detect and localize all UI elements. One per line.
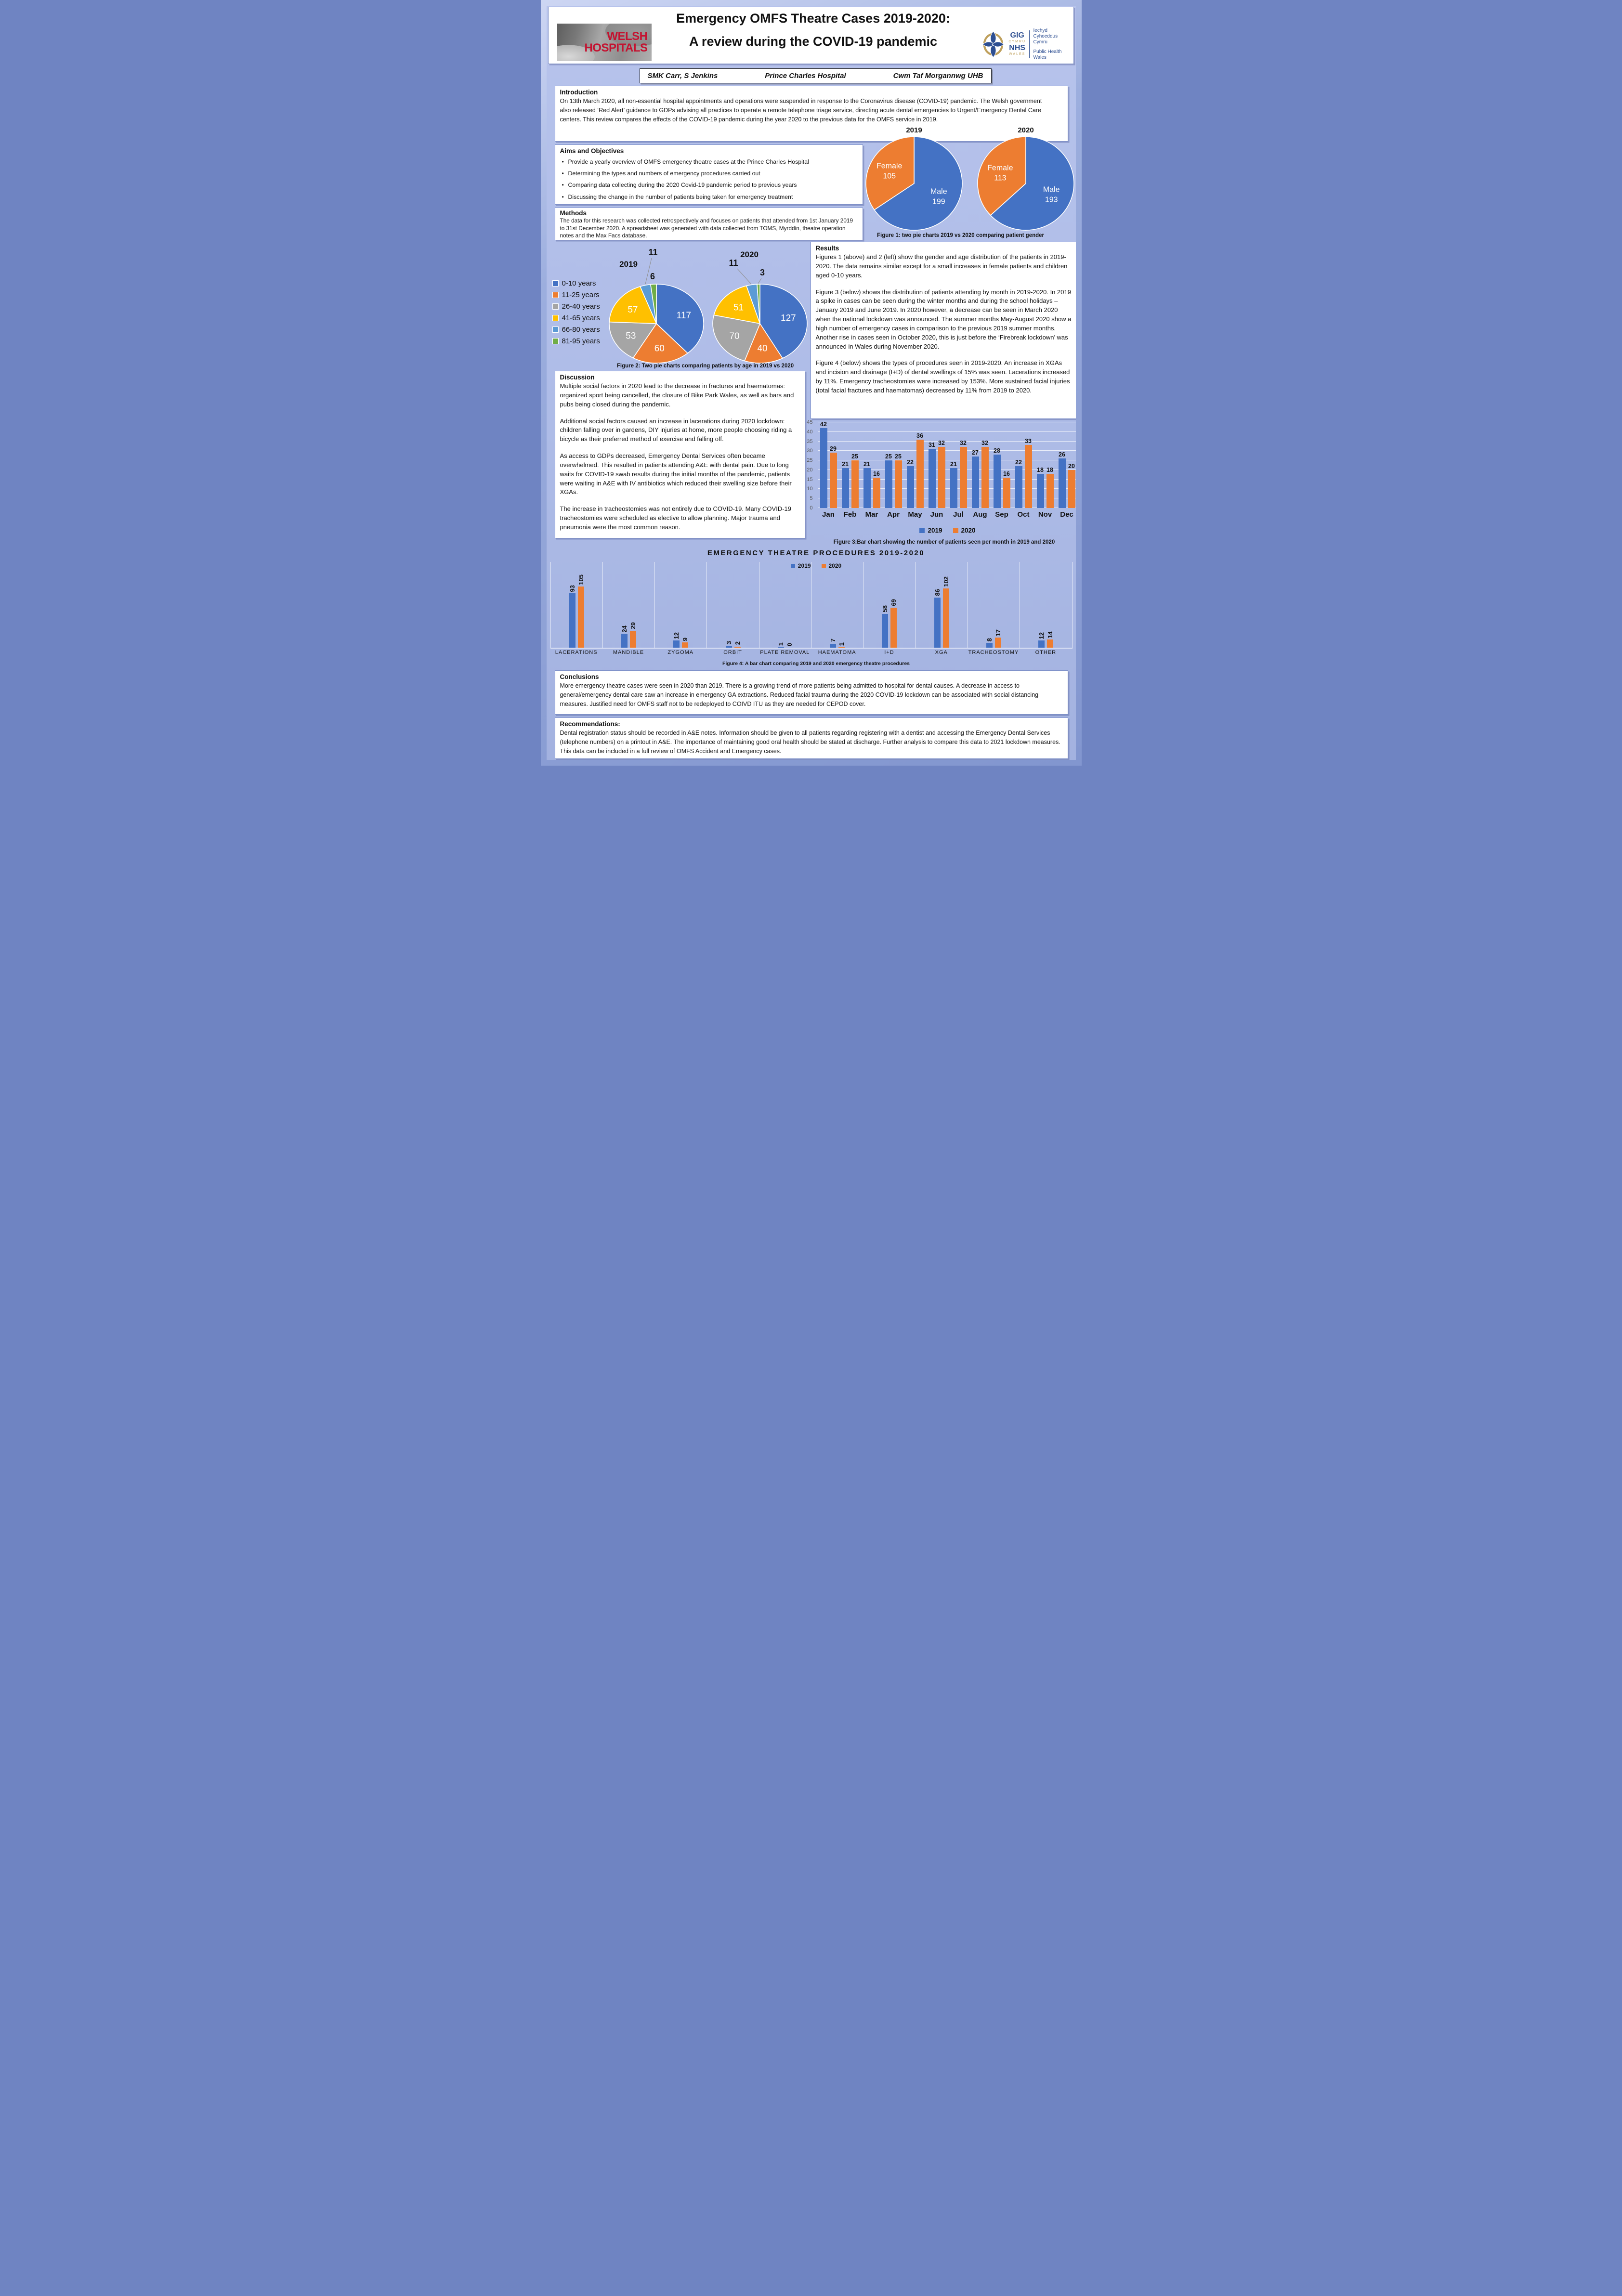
fig3-value-2020-Jul: 32 [960, 440, 967, 447]
aims-bullet-3: • Comparing data collecting during the 2020 Covid-19 pandemic period to previous years [560, 181, 858, 189]
fig3-value-2019-Sep: 28 [994, 447, 1000, 455]
fig3-group-Nov [1034, 422, 1056, 508]
svg-text:60: 60 [654, 343, 665, 354]
svg-text:Female: Female [987, 164, 1013, 172]
author-names: SMK Carr, S Jenkins [647, 72, 718, 80]
fig3-bar-2019-Aug [972, 457, 979, 508]
figure4-legend [576, 562, 1057, 569]
poster-page [541, 0, 1082, 766]
svg-text:3: 3 [759, 268, 765, 277]
fig4-category-ORBIT: ORBIT [723, 650, 742, 655]
nhs-gig: GIG [1010, 31, 1024, 39]
fig3-bar-2019-Jun [929, 449, 936, 508]
introduction-body: On 13th March 2020, all non-essential hospital appointments and operations were suspended in response to the Coronavirus disease (COVID-19) pandemic. The Welsh government also released ‘Red Alert’ guidance to GDPs advising all practices to operate a remote telephone triage service, directing acute dental emergencies to Urgent/Emergency Dental Care centers. This review compares the effects of the COVID-19 pandemic during the year 2020 to the previous data for the OMFS service in 2019. [560, 98, 1042, 123]
fig3-value-2020-May: 36 [916, 432, 923, 439]
legend-label: 81-95 years [562, 337, 600, 345]
discussion-heading: Discussion [560, 374, 595, 381]
fig4-value-2019-MANDIBLE: 24 [620, 625, 628, 632]
fig4-group-TRACHEOSTOMY [968, 562, 1020, 648]
nhs-nhs: NHS [1009, 44, 1026, 52]
fig3-value-2020-Dec: 20 [1068, 462, 1075, 470]
methods-body: The data for this research was collected retrospectively and focuses on patients that attended from 1st January 2019 to 31st December 2020. A spreadsheet was generated with data collected from TOMS, Myrddin, theatre operation notes and the Max Facs database. [560, 217, 853, 239]
fig3-xlabel-Jan: Jan [822, 510, 835, 519]
discussion-paragraph-4: The increase in tracheostomies was not entirely due to COVID-19. Many COVID-19 tracheostomies were scheduled as elective to allow planning. Major trauma and pneumonia were the most common reason. [560, 505, 791, 531]
fig4-category-I+D: I+D [884, 650, 894, 655]
poster [547, 6, 1076, 760]
fig4-bar-2020-XGA [943, 588, 949, 648]
fig4-value-2020-TRACHEOSTOMY: 17 [994, 629, 1002, 637]
nhs-wales: WALES [1009, 52, 1026, 56]
fig3-ytick-35: 35 [807, 438, 813, 444]
aims-bullet-2: • Determining the types and numbers of emergency procedures carried out [560, 170, 858, 178]
fig3-group-Jul [948, 422, 969, 508]
results-section [811, 242, 1076, 419]
fig4-bar-2019-HAEMATOMA [830, 644, 836, 648]
fig3-bar-2019-Sep [994, 455, 1001, 508]
svg-text:105: 105 [882, 172, 896, 181]
fig3-group-May [904, 422, 926, 508]
svg-text:11: 11 [728, 258, 738, 268]
fig3-ytick-20: 20 [807, 467, 813, 473]
fig4-bar-2020-I+D [890, 608, 897, 648]
fig4-value-2019-ORBIT: 3 [725, 641, 733, 645]
fig3-xlabel-Nov: Nov [1038, 510, 1052, 519]
poster-title-line2: A review during the COVID-19 pandemic [689, 34, 938, 49]
legend-label: 0-10 years [562, 279, 596, 287]
legend-swatch [552, 292, 559, 298]
fig3-value-2019-Apr: 25 [885, 453, 892, 460]
fig3-value-2020-Aug: 32 [981, 440, 988, 447]
fig4-value-2020-HAEMATOMA: 1 [838, 642, 846, 646]
fig3-value-2020-Oct: 33 [1025, 438, 1032, 445]
fig3-bar-2019-May [907, 466, 914, 508]
discussion-paragraph-3: As access to GDPs decreased, Emergency Dental Services often became overwhelmed. This resulted in patients attending A&E with dental pain. Due to long waits for COVID-19 swab results during the initial months of the pandemic, patients were waiting in A&E with IV antibiotics which reduced their swelling size before their XGAs. [560, 452, 792, 496]
fig3-value-2019-Oct: 22 [1015, 458, 1022, 466]
discussion-paragraph-2: Additional social factors caused an increase in lacerations during 2020 lockdown: children falling over in gardens, DIY injuries at home, more people choosing riding a bicycle as their preferred method of exercise and falling off. [560, 417, 792, 443]
fig4-value-2020-ZYGOMA: 9 [681, 637, 689, 641]
svg-text:117: 117 [676, 311, 691, 321]
methods-section [555, 208, 863, 240]
svg-text:2019: 2019 [905, 126, 922, 134]
fig3-xlabel-Oct: Oct [1017, 510, 1030, 519]
fig4-group-LACERATIONS [550, 562, 602, 648]
fig3-value-2020-Apr: 25 [895, 453, 902, 460]
fig4-value-2020-OTHER: 14 [1046, 631, 1054, 639]
figure3-x-labels [818, 510, 1076, 519]
recommendations-body: Dental registration status should be recorded in A&E notes. Information should be given to all patients regarding registering with a dentist and accessing the Emergency Dental Services (telephone numbers) on a printout in A&E. The importance of maintaining good oral health should be stated at discharge. Further analysis to compare this data to 2021 lockdown measures. This data can be included in a full review of OMFS Accident and Emergency cases. [560, 730, 1060, 755]
recommendations-section [555, 718, 1068, 759]
fig4-value-2019-PLATE REMOVAL: 1 [777, 642, 785, 646]
svg-text:2020: 2020 [1017, 126, 1034, 134]
fig3-value-2020-Sep: 16 [1003, 470, 1010, 477]
fig3-bar-2020-May [916, 440, 924, 508]
fig3-legend-item-2019 [919, 527, 942, 534]
svg-text:Male: Male [1043, 185, 1060, 194]
fig3-group-Apr [883, 422, 904, 508]
legend-swatch [552, 326, 559, 333]
figure1-caption: Figure 1: two pie charts 2019 vs 2020 comparing patient gender [876, 233, 1045, 238]
fig3-value-2019-Aug: 27 [972, 449, 979, 457]
figure2-pie-2019 [603, 242, 709, 367]
poster-title-line1: Emergency OMFS Theatre Cases 2019-2020: [676, 11, 950, 26]
fig3-xlabel-Aug: Aug [973, 510, 987, 519]
legend-swatch [552, 303, 559, 310]
fig4-bar-2020-ORBIT [734, 647, 741, 648]
legend-label: 2019 [798, 562, 811, 569]
fig3-bar-2020-Nov [1046, 474, 1054, 508]
fig4-category-HAEMATOMA: HAEMATOMA [818, 650, 856, 655]
nhs-cymru: CYMRU [1008, 40, 1026, 43]
fig3-xlabel-Jul: Jul [953, 510, 964, 519]
legend-label: 11-25 years [562, 290, 600, 299]
fig3-ytick-5: 5 [810, 496, 813, 502]
fig4-value-2020-ORBIT: 2 [733, 641, 741, 645]
fig3-group-Aug [969, 422, 991, 508]
svg-text:2020: 2020 [740, 250, 759, 259]
fig3-xlabel-Feb: Feb [843, 510, 857, 519]
fig4-bar-2019-XGA [934, 598, 941, 648]
fig3-value-2019-Jul: 21 [950, 460, 957, 468]
conclusions-body: More emergency theatre cases were seen in 2020 than 2019. There is a growing trend of more patients being admitted to hospital for dental causes. A decrease in access to general/emergency dental care saw an increase in emergency GA extractions. Reduced facial trauma during the 2020 COVID-19 lockdown can be associated with social distancing measures. Justified need for OMFS staff not to be redeployed to COIVD ITU as they are needed for CEPOD cover. [560, 682, 1039, 707]
recommendations-heading: Recommendations: [560, 720, 620, 728]
nhs-r4: Wales [1033, 54, 1046, 60]
fig3-value-2020-Jun: 32 [938, 440, 945, 447]
legend-swatch [953, 528, 958, 533]
fig3-value-2019-Feb: 21 [842, 460, 849, 468]
fig4-value-2019-XGA: 86 [933, 589, 941, 596]
aims-section [555, 144, 863, 205]
fig3-bar-2019-Dec [1059, 458, 1066, 508]
svg-text:Male: Male [930, 187, 947, 196]
figure4-title: EMERGENCY THEATRE PROCEDURES 2019-2020 [707, 549, 925, 557]
fig4-value-2020-LACERATIONS: 105 [577, 574, 585, 585]
legend-swatch [552, 338, 559, 344]
fig4-group-PLATE REMOVAL [759, 562, 811, 648]
nhs-wales-logo [981, 27, 1073, 61]
poster-title [621, 12, 1006, 48]
fig3-ytick-45: 45 [807, 419, 813, 425]
fig4-value-2019-HAEMATOMA: 7 [829, 639, 837, 642]
fig4-bar-2019-PLATE REMOVAL [778, 647, 784, 648]
legend-swatch [791, 564, 795, 568]
figure4-caption: Figure 4: A bar chart comparing 2019 and 2020 emergency theatre procedures [722, 661, 910, 666]
fig3-bar-2019-Feb [842, 468, 849, 508]
fig4-value-2019-LACERATIONS: 93 [568, 585, 576, 592]
fig3-bar-2019-Mar [863, 468, 871, 508]
legend-swatch [822, 564, 826, 568]
figure4-category-labels [550, 650, 1072, 655]
conclusions-heading: Conclusions [560, 673, 599, 680]
fig4-group-MANDIBLE [602, 562, 654, 648]
fig3-xlabel-May: May [908, 510, 922, 519]
fig3-ytick-25: 25 [807, 457, 813, 464]
fig3-value-2019-Nov: 18 [1037, 466, 1044, 473]
results-paragraph-2: Figure 3 (below) shows the distribution of patients attending by month in 2019-2020. In 2019 a spike in cases can be seen during the winter months and during the school holidays –January 2019 and June 2019. In 2020 however, a decrease can be seen in March 2020 when the national lockdown was announced. The summer months May-August 2020 show a high number of emergency cases in comparison to the previous 2019 summer months. Another rise in cases seen in October 2020, this is just before the ‘Firebreak lockdown’ was announced in Wales during November 2020. [815, 288, 1072, 350]
nhs-logo-welsh-text [1008, 32, 1026, 57]
hospital-name: Prince Charles Hospital [765, 72, 846, 80]
fig4-category-ZYGOMA: ZYGOMA [667, 650, 694, 655]
fig3-group-Dec [1056, 422, 1076, 508]
fig3-bar-2020-Jul [960, 447, 967, 508]
fig3-xlabel-Mar: Mar [865, 510, 878, 519]
fig4-group-I+D [863, 562, 915, 648]
welsh-logo-line1: WELSH [607, 30, 648, 43]
welsh-logo-line2: HOSPITALS [584, 41, 648, 54]
fig3-group-Oct [1013, 422, 1034, 508]
legend-swatch [919, 528, 925, 533]
fig4-category-MANDIBLE: MANDIBLE [613, 650, 644, 655]
fig4-group-XGA [916, 562, 968, 648]
fig3-ytick-15: 15 [807, 476, 813, 483]
fig3-value-2019-Jun: 31 [929, 442, 935, 449]
fig4-bar-2019-I+D [882, 614, 888, 648]
legend-label: 2020 [961, 527, 976, 534]
fig3-value-2019-Dec: 26 [1059, 451, 1065, 458]
fig3-ytick-0: 0 [810, 505, 813, 511]
nhs-r3: Public Health [1033, 49, 1062, 54]
fig4-bar-2019-MANDIBLE [621, 634, 628, 648]
svg-text:51: 51 [733, 302, 744, 313]
fig4-group-HAEMATOMA [811, 562, 863, 648]
svg-text:Female: Female [876, 162, 902, 170]
legend-swatch [552, 315, 559, 321]
fig4-bar-2019-LACERATIONS [569, 593, 576, 648]
introduction-heading: Introduction [560, 89, 598, 96]
fig3-bar-2019-Apr [885, 460, 892, 508]
svg-text:70: 70 [729, 331, 740, 341]
fig4-value-2020-XGA: 102 [942, 576, 950, 587]
fig3-value-2019-Jan: 42 [820, 420, 827, 428]
fig4-group-OTHER [1020, 562, 1072, 648]
fig3-group-Jan [818, 422, 839, 508]
legend-label: 41-65 years [562, 313, 600, 322]
svg-text:11: 11 [648, 248, 658, 257]
fig3-group-Sep [991, 422, 1013, 508]
svg-text:199: 199 [932, 197, 945, 206]
fig3-bar-2020-Dec [1068, 470, 1075, 508]
figure1-pie-2019 [859, 116, 969, 232]
legend-label: 66-80 years [562, 325, 600, 334]
figure3-plot [818, 422, 1076, 508]
fig4-value-2019-TRACHEOSTOMY: 8 [986, 638, 994, 642]
fig3-bar-2020-Oct [1025, 445, 1032, 508]
fig3-value-2019-Mar: 21 [863, 460, 870, 468]
results-paragraph-3: Figure 4 (below) shows the types of procedures seen in 2019-2020. An increase in XGAs and incision and drainage (I+D) of dental swellings of 15% was seen. Lacerations increased by 11%. Emergency tracheostomies were increased by 153%. More sustained facial injuries (total facial fractures and haematomas) decreased by 11% from 2019 to 2020. [815, 359, 1070, 394]
fig3-bar-2020-Jan [830, 453, 837, 508]
nhs-logo-english-text [1033, 28, 1072, 61]
fig3-bar-2020-Jun [938, 447, 945, 508]
fig4-bar-2020-OTHER [1047, 639, 1053, 648]
fig4-group-ORBIT [706, 562, 759, 648]
figure2-pie-2020 [707, 242, 813, 367]
fig3-ytick-30: 30 [807, 448, 813, 454]
fig4-value-2020-I+D: 69 [890, 599, 898, 606]
nhs-r2: Cymru [1033, 39, 1047, 45]
conclusions-section [555, 670, 1068, 715]
fig4-bar-2020-ZYGOMA [682, 642, 688, 648]
fig3-bar-2019-Oct [1015, 466, 1022, 508]
fig4-category-PLATE REMOVAL: PLATE REMOVAL [760, 650, 810, 655]
fig3-bar-2020-Aug [981, 447, 989, 508]
author-bar [640, 68, 992, 83]
results-heading: Results [815, 245, 839, 252]
results-paragraph-1: Figures 1 (above) and 2 (left) show the gender and age distribution of the patients in 2019-2020. The data remains similar except for a small increases in female patients and children aged 0-10 years. [815, 253, 1068, 279]
svg-text:127: 127 [780, 313, 796, 324]
fig3-ytick-40: 40 [807, 429, 813, 435]
fig4-bar-2020-MANDIBLE [630, 631, 636, 648]
fig3-value-2020-Nov: 18 [1046, 466, 1053, 473]
svg-text:6: 6 [650, 272, 655, 281]
fig3-bar-2019-Jul [950, 468, 957, 508]
fig3-bar-2019-Jan [820, 428, 827, 508]
fig4-bar-2020-HAEMATOMA [838, 647, 845, 648]
fig4-value-2019-ZYGOMA: 12 [673, 632, 680, 639]
fig4-value-2020-PLATE REMOVAL: 0 [785, 642, 793, 646]
fig4-bar-2019-TRACHEOSTOMY [986, 643, 993, 648]
fig4-bar-2020-LACERATIONS [578, 587, 584, 648]
fig4-value-2019-OTHER: 12 [1038, 632, 1046, 639]
svg-text:193: 193 [1045, 196, 1058, 204]
aims-bullet-1: • Provide a yearly overview of OMFS emergency theatre cases at the Prince Charles Hospital [560, 158, 858, 166]
svg-text:53: 53 [625, 331, 636, 341]
fig4-legend-item-2020 [822, 562, 842, 569]
fig3-group-Mar [861, 422, 883, 508]
legend-label: 2020 [828, 562, 842, 569]
fig4-category-LACERATIONS: LACERATIONS [555, 650, 598, 655]
nhs-logo-divider [1029, 30, 1030, 58]
fig3-xlabel-Apr: Apr [887, 510, 900, 519]
fig4-bar-2019-ZYGOMA [673, 640, 680, 648]
svg-text:2019: 2019 [619, 260, 638, 269]
fig3-group-Feb [839, 422, 861, 508]
aims-heading: Aims and Objectives [560, 147, 624, 155]
fig3-ytick-10: 10 [807, 486, 813, 492]
fig3-xlabel-Jun: Jun [930, 510, 943, 519]
fig3-bar-2020-Feb [851, 460, 859, 508]
svg-text:113: 113 [994, 174, 1007, 183]
legend-label: 26-40 years [562, 302, 600, 311]
fig3-value-2019-May: 22 [907, 458, 914, 466]
legend-swatch [552, 280, 559, 287]
fig3-bar-2020-Mar [873, 478, 880, 508]
figure3-legend [818, 527, 1076, 534]
fig4-category-XGA: XGA [935, 650, 948, 655]
fig3-xlabel-Dec: Dec [1060, 510, 1073, 519]
svg-text:57: 57 [627, 305, 638, 315]
legend-label: 2019 [928, 527, 942, 534]
discussion-section [555, 371, 805, 538]
figure3-y-axis [800, 419, 815, 511]
fig4-bar-2019-OTHER [1038, 640, 1045, 648]
fig3-legend-item-2020 [953, 527, 976, 534]
fig4-value-2019-I+D: 58 [881, 605, 889, 613]
fig3-group-Jun [926, 422, 948, 508]
fig4-value-2020-MANDIBLE: 29 [629, 622, 637, 629]
fig4-category-TRACHEOSTOMY: TRACHEOSTOMY [968, 650, 1019, 655]
discussion-paragraph-1: Multiple social factors in 2020 lead to the decrease in fractures and haematomas: organized sport being cancelled, the closure of Bike Park Wales, as well as bars and pubs being closed during the pandemic. [560, 382, 794, 408]
figure4-plot [550, 562, 1073, 649]
nhs-r1: Iechyd Cyhoeddus [1033, 28, 1058, 39]
methods-heading: Methods [560, 209, 587, 217]
fig4-legend-item-2019 [791, 562, 811, 569]
fig3-value-2020-Mar: 16 [873, 470, 880, 477]
svg-text:40: 40 [757, 343, 768, 354]
fig3-value-2020-Feb: 25 [851, 453, 858, 460]
nhs-knot-icon [981, 29, 1006, 60]
fig3-bar-2019-Nov [1037, 474, 1044, 508]
fig3-value-2020-Jan: 29 [830, 445, 837, 453]
aims-bullet-4: • Discussing the change in the number of patients being taken for emergency treatment [560, 193, 858, 201]
fig4-group-ZYGOMA [654, 562, 706, 648]
figure2-caption: Figure 2: Two pie charts comparing patients by age in 2019 vs 2020 [616, 363, 794, 369]
fig4-bar-2019-ORBIT [726, 646, 732, 648]
fig4-bar-2020-TRACHEOSTOMY [995, 638, 1001, 648]
fig3-xlabel-Sep: Sep [995, 510, 1008, 519]
figure1-pie-2020 [970, 116, 1076, 232]
fig4-category-OTHER: OTHER [1035, 650, 1057, 655]
figure3-caption: Figure 3:Bar chart showing the number of patients seen per month in 2019 and 2020 [833, 539, 1055, 545]
fig3-bar-2020-Apr [895, 460, 902, 508]
header-panel [548, 7, 1074, 64]
fig3-bar-2020-Sep [1003, 478, 1010, 508]
health-board-name: Cwm Taf Morgannwg UHB [893, 72, 983, 80]
